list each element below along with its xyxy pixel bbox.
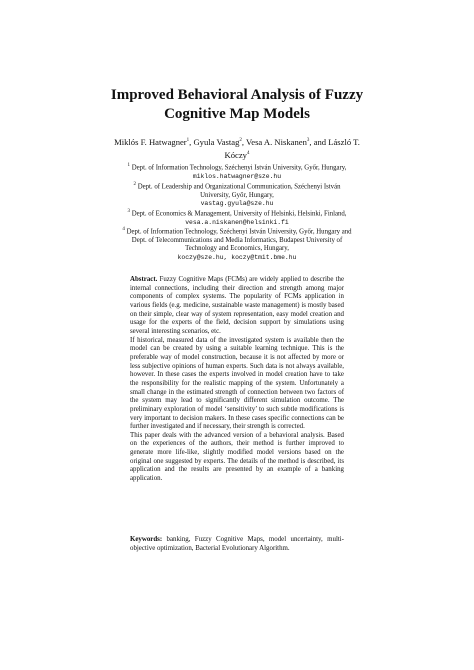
affiliation-4-email: koczy@sze.hu, koczy@tmit.bme.hu	[177, 254, 297, 262]
author-4-mark: 4	[246, 151, 250, 157]
abstract-label: Abstract.	[130, 276, 158, 283]
affiliation-1-text: Dept. of Information Technology, Széchenyi István University, Győr, Hungary,	[131, 164, 347, 172]
author-3-mark: 3	[306, 138, 310, 143]
abstract-text-1: Fuzzy Cognitive Maps (FCMs) are widely applied to describe the internal connections, including their direction and strength among major components of complex systems. The popularity of FCMs application in various fields (e.g. medicine, sustainable waste management) is mostly based on their simple, clear way of system representation, easy model creation and usage for the experts of the field, decision support by simulations using several interesting scenarios, etc.	[130, 276, 344, 335]
author-1-mark: 1	[186, 138, 190, 143]
affiliation-4	[110, 226, 364, 263]
author-list	[60, 135, 414, 162]
affiliation-2-text-1: Dept. of Leadership and Organizational Communication, Széchenyi István	[137, 183, 341, 191]
affiliation-4-mark: 4	[122, 227, 125, 232]
affiliation-2-line-2: University, Győr, Hungary,	[200, 191, 274, 199]
affiliation-2-email: vastag.gyula@sze.hu	[200, 200, 274, 208]
affiliation-2	[110, 181, 364, 209]
abstract-paragraph-3: This paper deals with the advanced version of a behavioral analysis. Based on the experiences of the authors, their method is further improved to generate more life-like, slightly modified model versions based on the original one suggested by experts. The details of the method is described, its application and the results are presented by an example of a banking application.	[130, 431, 344, 483]
affiliation-3-text: Dept. of Economics & Management, University of Helsinki, Helsinki, Finland,	[131, 210, 347, 218]
keywords-text: banking, Fuzzy Cognitive Maps, model uncertainty, multi-objective optimization, Bacterial Evolutionary Algorithm.	[130, 536, 344, 552]
affiliation-4-line-2: Dept. of Telecommunications and Media Informatics, Budapest University of	[131, 236, 343, 244]
affiliation-3-email: vesa.a.niskanen@helsinki.fi	[185, 218, 289, 226]
authors-line-2	[60, 148, 414, 161]
affiliation-2-mark: 2	[133, 182, 136, 187]
author-4-first: , and László T.	[309, 136, 360, 147]
affiliation-3-mark: 3	[127, 209, 130, 214]
affiliation-3-line	[110, 208, 364, 219]
affiliation-1-mark: 1	[127, 163, 131, 168]
paper-title	[60, 86, 414, 124]
affiliation-1-line	[110, 162, 364, 173]
title-line-1: Improved Behavioral Analysis of Fuzzy	[110, 87, 364, 103]
affiliation-1	[110, 162, 364, 181]
author-4-last: Kóczy	[224, 150, 247, 161]
keywords	[130, 536, 344, 553]
title-line-2: Cognitive Map Models	[164, 106, 310, 122]
affiliation-2-line-1	[110, 181, 364, 192]
author-2: , Gyula Vastag	[189, 136, 240, 147]
author-1: Miklós F. Hatwagner	[114, 136, 187, 147]
affiliation-1-email: miklos.hatwagner@sze.hu	[192, 172, 282, 180]
abstract-paragraph-2: If historical, measured data of the investigated system is available then the model can be created by using a suitable learning technique. This is the preferable way of model construction, because it is not affected by more or less subjective opinions of human experts. Such data is not always available, however. In these cases the experts involved in model creation have to take the responsibility for the realistic mapping of the system. Unfortunately a small change in the estimated strength of connection between two factors of the system may lead to significantly different simulation outcome. The preliminary exploration of model ‘sensitivity’ to such subtle modifications is very important to decision makers. In these cases specific connections can be further investigated and if necessary, their strength is corrected.	[130, 336, 344, 431]
abstract-paragraph-1	[130, 276, 344, 337]
affiliation-4-line-1	[110, 226, 364, 237]
keywords-label: Keywords:	[130, 536, 163, 543]
author-2-mark: 2	[239, 138, 242, 143]
affiliation-4-text-1: Dept. of Information Technology, Széchenyi István University, Győr, Hungary and	[126, 228, 352, 236]
affiliation-4-line-3: Technology and Economics, Hungary,	[185, 245, 289, 253]
author-3: , Vesa A. Niskanen	[241, 136, 307, 147]
abstract	[130, 276, 344, 484]
authors-line-1	[60, 135, 414, 148]
affiliation-3	[110, 208, 364, 227]
